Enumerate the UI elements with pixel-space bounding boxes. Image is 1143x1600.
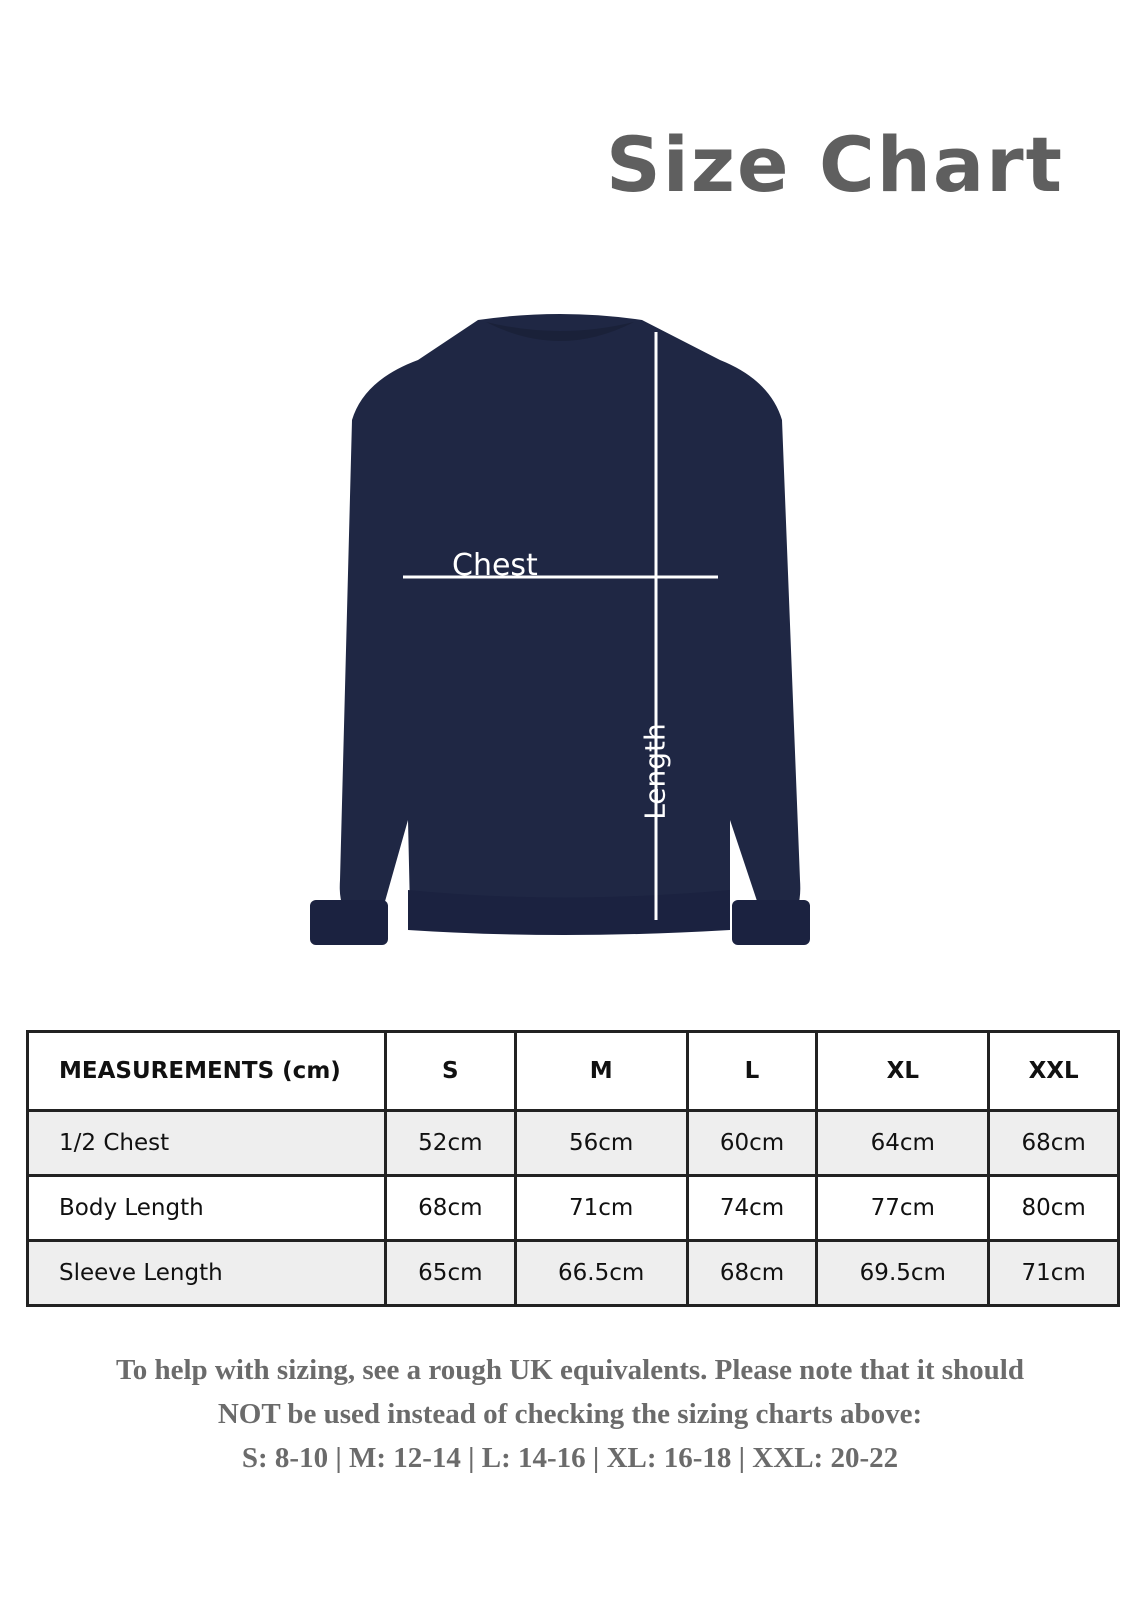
table-header-row: [28, 1032, 1119, 1111]
table-cell: 77cm: [817, 1176, 989, 1241]
table-cell: 69.5cm: [817, 1241, 989, 1306]
table-cell: 68cm: [687, 1241, 817, 1306]
right-cuff: [732, 900, 810, 945]
sweatshirt-diagram: [290, 300, 850, 990]
table-cell: 52cm: [386, 1111, 516, 1176]
table-row: [28, 1111, 1119, 1176]
note-line-3: S: 8-10 | M: 12-14 | L: 14-16 | XL: 16-18 | XXL: 20-22: [241, 1442, 899, 1474]
page-title: Size Chart: [605, 120, 1064, 209]
note-line-1: To help with sizing, see a rough UK equivalents. Please note that it should: [116, 1354, 1024, 1386]
sweatshirt-body: [340, 314, 801, 923]
table-row: [28, 1241, 1119, 1306]
sweatshirt-illustration: [290, 300, 850, 990]
header-size-l: L: [687, 1032, 817, 1111]
row-label: 1/2 Chest: [28, 1111, 386, 1176]
table-cell: 65cm: [386, 1241, 516, 1306]
header-size-xxl: XXL: [989, 1032, 1119, 1111]
chest-label: Chest: [452, 548, 538, 583]
table-cell: 64cm: [817, 1111, 989, 1176]
header-size-m: M: [515, 1032, 687, 1111]
table-cell: 71cm: [515, 1176, 687, 1241]
table-cell: 80cm: [989, 1176, 1119, 1241]
table-cell: 71cm: [989, 1241, 1119, 1306]
header-size-s: S: [386, 1032, 516, 1111]
sizing-note: [60, 1348, 1080, 1480]
length-label: Length: [638, 723, 672, 820]
table-cell: 60cm: [687, 1111, 817, 1176]
header-size-xl: XL: [817, 1032, 989, 1111]
table-cell: 56cm: [515, 1111, 687, 1176]
table-cell: 68cm: [386, 1176, 516, 1241]
row-label: Body Length: [28, 1176, 386, 1241]
left-cuff: [310, 900, 388, 945]
table-cell: 66.5cm: [515, 1241, 687, 1306]
table-cell: 74cm: [687, 1176, 817, 1241]
note-line-2: NOT be used instead of checking the sizing charts above:: [217, 1398, 923, 1430]
table-cell: 68cm: [989, 1111, 1119, 1176]
table-row: [28, 1176, 1119, 1241]
header-measurements: MEASUREMENTS (cm): [28, 1032, 386, 1111]
size-table: [26, 1030, 1120, 1307]
row-label: Sleeve Length: [28, 1241, 386, 1306]
